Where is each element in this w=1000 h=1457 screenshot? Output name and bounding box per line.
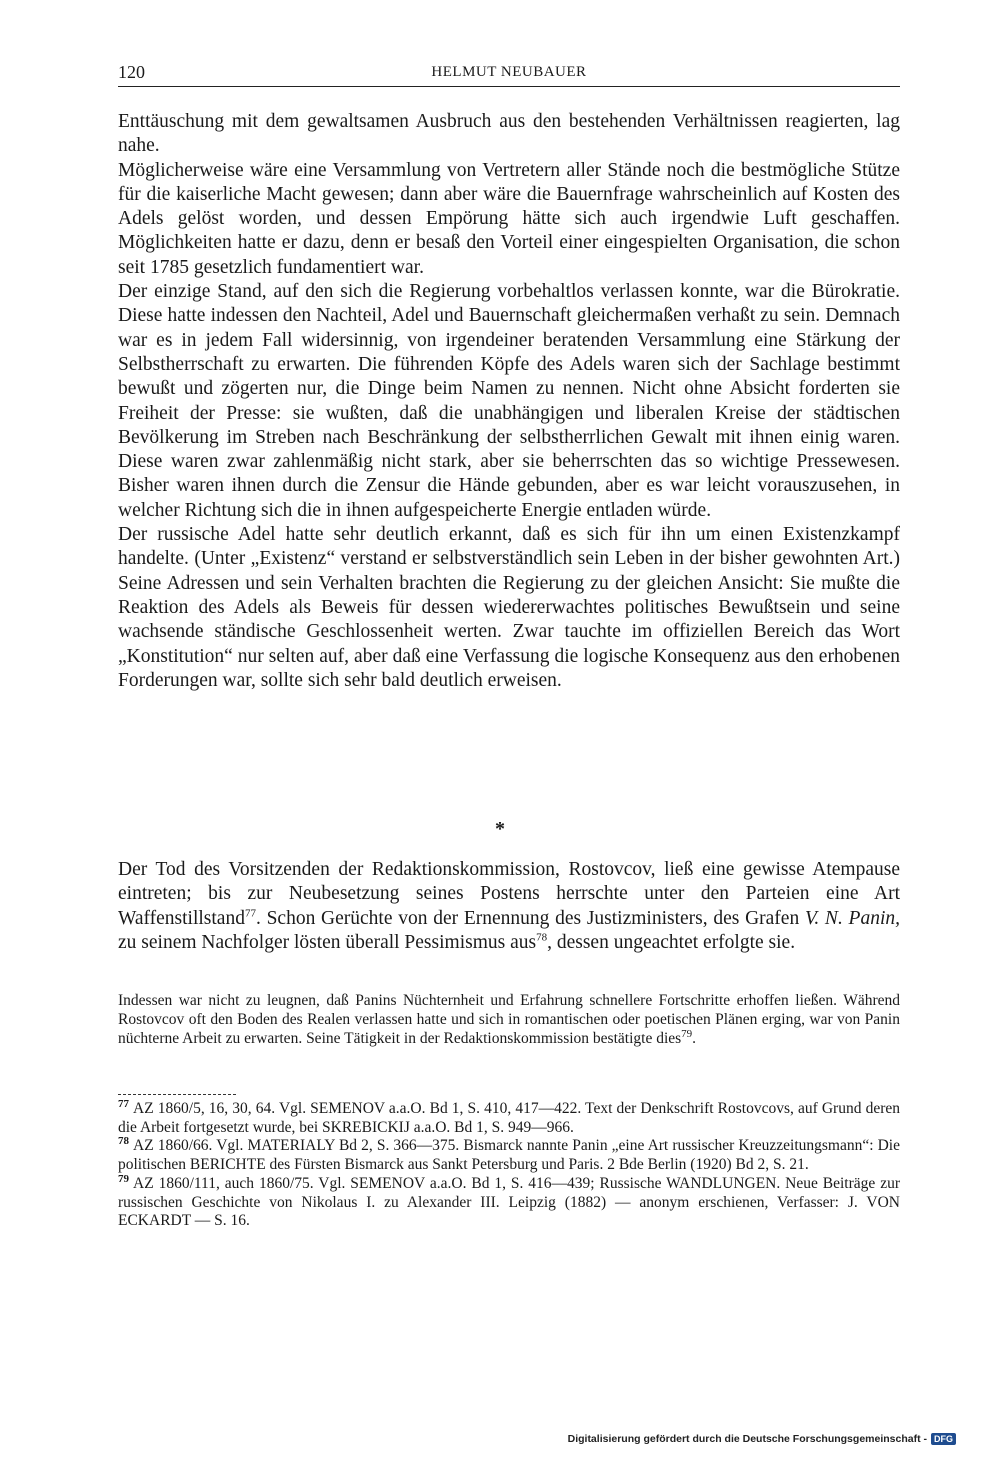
footnote-ref-79[interactable]: 79 [681, 1027, 693, 1040]
paragraph-2: Möglicherweise wäre eine Versammlung von Vertretern aller Stände noch die bestmögliche Stütze für die kaiserliche Macht gewesen; dann aber wäre die Bauernfrage wahrscheinlich auf Kosten des Adels gelöst worden, und dessen Empörung hätte sich auch irgendwie Luft geschaffen. Möglichkeiten hatte er dazu, denn er besaß den Vorteil einer eingespielten Organisation, die schon seit 1785 gesetzlich fundamentiert war. [118, 159, 900, 278]
footnote-77: $^{77}$ AZ 1860/5, 16, 30, 64. Vgl. SEMENOV a.a.O. Bd 1, S. 410, 417—422. Text der Denkschrift Rostovcovs, auf Grund deren die Arbeit fortgesetzt wurde, bei SKREBICKIJ a.a.O. Bd 1, S. 949—966. [118, 1097, 900, 1136]
page-number: 120 [118, 62, 145, 82]
paragraph-4: Der russische Adel hatte sehr deutlich erkannt, daß es sich für ihn um einen Existenzkampf handelte. (Unter „Existenz“ verstand er selbstverständlich sein Leben in der bisher gewohnten Art.) Seine Adressen und sein Verhalten brachten die Regierung zu der gleichen Ansicht: Sie mußte die Reaktion des Adels als Beweis für dessen wiedererwachtes politisches Bewußtsein und seine wachsende ständische Geschlossenheit werten. Zwar tauchte im offiziellen Bereich das Wort „Konstitution“ nur selten auf, aber daß eine Verfassung die logische Konsequenz aus den erhobenen Forderungen war, sollte sich sehr bald deutlich erweisen. [118, 524, 900, 691]
footnote-ref-77[interactable]: 77 [244, 907, 256, 920]
paragraph-5: Der Tod des Vorsitzenden der Redaktionskommission, Rostovcov, ließ eine gewisse Atempause eintreten; bis zur Neubesetzung seines Postens herrschte unter den Parteien eine Art Waffenstillstand$^{77}$. Schon Gerüchte von der Ernennung des Justizministers, des Grafen V. N. Panin, zu seinem Nachfolger lösten überall Pessimismus aus$^{78}$, dessen ungeachtet erfolgte sie. [118, 859, 900, 953]
section-separator: * [495, 818, 505, 840]
footnote-ref-78[interactable]: 78 [536, 931, 548, 944]
footnotes [118, 1097, 900, 1231]
main-text [118, 110, 900, 693]
small-print-paragraph: Indessen war nicht zu leugnen, daß Panins Nüchternheit und Erfahrung schnellere Fortschritte erhoffen ließen. Während Rostovcov oft den Boden des Realen verlassen hatte und sich in romantischen oder poetischen Plänen erging, war von Panin nüchterne Arbeit zu erwarten. Seine Tätigkeit in der Redaktionskommission bestätigte dies$^{79}$. [118, 992, 900, 1047]
page-header [118, 62, 900, 86]
footnote-79: $^{79}$ AZ 1860/111, auch 1860/75. Vgl. SEMENOV a.a.O. Bd 1, S. 416—439; Russische WANDLUNGEN. Neue Beiträge zur russischen Geschichte von Nikolaus I. zu Alexander III. Leipzig (1882) — anonym erschienen, Verfasser: J. VON ECKARDT — S. 16. [118, 1172, 900, 1230]
paragraph-3: Der einzige Stand, auf den sich die Regierung vorbehaltlos verlassen konnte, war die Bürokratie. Diese hatte indessen den Nachteil, Adel und Bauernschaft gleichermaßen verhaßt zu sein. Demnach war es in jedem Fall widersinnig, von irgendeiner beratenden Versammlung eine Stärkung der Selbstherrschaft zu erwarten. Die führenden Köpfe des Adels waren sich der Sachlage bestimmt bewußt und zögerten nur, die Dinge beim Namen zu nennen. Nicht ohne Absicht forderten sie Freiheit der Presse: sie wußten, daß die unabhängigen und liberalen Kreise der städtischen Bevölkerung im Streben nach Beschränkung der selbstherrlichen Gewalt mit ihnen einig waren. Diese waren zwar zahlenmäßig nicht stark, aber sie beherrschten das so wichtige Pressewesen. Bisher waren ihnen durch die Zensur die Hände gebunden, aber es war leicht vorauszusehen, in welcher Richtung sich die in ihnen aufgespeicherte Energie entladen würde. [118, 281, 900, 521]
header-rule [118, 86, 900, 87]
running-head: HELMUT NEUBAUER [431, 64, 587, 80]
dfg-logo: DFG [931, 1433, 956, 1445]
person-name: V. N. Panin, [804, 907, 900, 929]
digitization-credit: Digitalisierung gefördert durch die Deutsche Forschungsgemeinschaft - DFG [568, 1433, 956, 1445]
footnote-78: $^{78}$ AZ 1860/66. Vgl. MATERIALY Bd 2, S. 366—375. Bismarck nannte Panin „eine Art russischer Kreuzzeitungsmann“: Die politischen BERICHTE des Fürsten Bismarck aus Sankt Petersburg und Paris. 2 Bde Berlin (1920) Bd 2, S. 21. [118, 1135, 900, 1174]
footnote-rule [118, 1094, 236, 1095]
paragraph-1: Enttäuschung mit dem gewaltsamen Ausbruch aus den bestehenden Verhältnissen reagierten, lag nahe. [118, 111, 900, 157]
main-text-continued [118, 858, 900, 955]
